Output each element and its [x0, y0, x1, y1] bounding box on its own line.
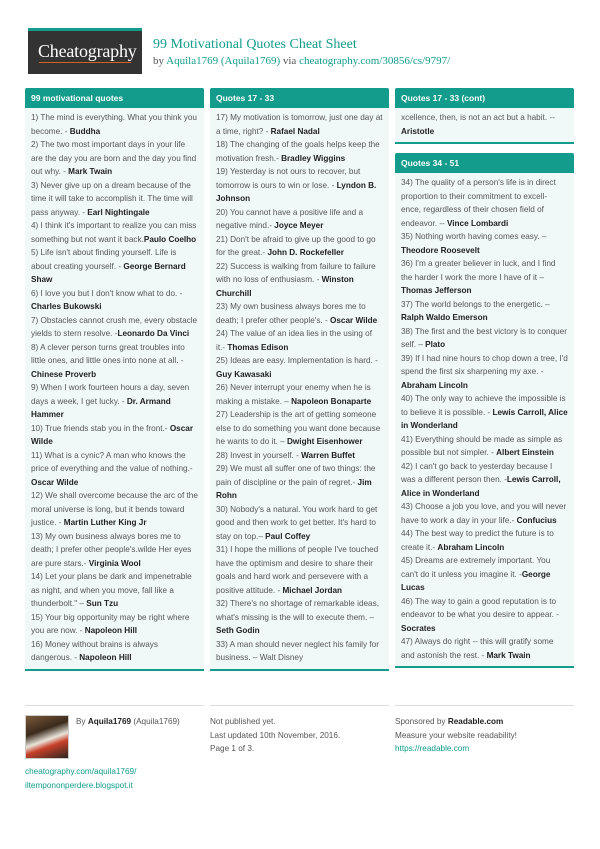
- quote-text: 18) The changing of the goals helps keep the motivation fresh.-: [216, 140, 380, 163]
- sponsor-tagline: Measure your website readability!: [395, 730, 517, 740]
- column-3: [395, 88, 574, 677]
- sponsor-name: Readable.com: [447, 717, 504, 726]
- quote-text: 30) Nobody's a natural. You work hard to get good and then work to get better. It's hard to stay on top.–: [216, 504, 378, 541]
- quote-author: Seth Godin: [216, 626, 260, 635]
- footer-sponsor: [395, 705, 574, 756]
- byline-prefix: by: [153, 55, 164, 67]
- column-2: [210, 88, 389, 680]
- quote-author: Warren Buffet: [301, 450, 355, 460]
- quote-author: Lyndon B. Johnson: [216, 180, 377, 203]
- quote-author: Leonardo Da Vinci: [117, 329, 190, 338]
- section-title: Quotes 34 - 51: [395, 153, 574, 173]
- quote-text: 6) I love you but I don't know what to do. -: [31, 288, 183, 298]
- quote-author: Lewis Carroll, Alice in Wonderland: [401, 475, 561, 498]
- quote-item: [401, 352, 568, 393]
- quote-text: 43) Choose a job you love, and you will never have to work a day in your life.-: [401, 502, 567, 525]
- quote-item: [401, 325, 568, 352]
- page-title: 99 Motivational Quotes Cheat Sheet: [153, 37, 357, 52]
- quote-text: 38) The first and the best victory is to conquer self. –: [401, 326, 567, 349]
- quote-item: [31, 530, 198, 571]
- quote-text: 23) My own business always bores me to death; I prefer other people's. -: [216, 302, 366, 325]
- section-box: [395, 88, 574, 144]
- section-box: [210, 88, 389, 671]
- logo-text: Cheatography: [38, 41, 137, 61]
- quote-text: 13) My own business always bores me to death; I prefer other people's.wilde Her eyes are pure stars.-: [31, 531, 192, 568]
- quote-item: [31, 246, 198, 287]
- quote-text: 32) There's no shortage of remarkable ideas, what's missing is the will to execute them. –: [216, 599, 379, 622]
- quote-author: Ralph Waldo Emerson: [401, 313, 488, 322]
- quote-text: 36) I'm a greater believer in luck, and I find the harder I work the more I have of it –: [401, 259, 556, 282]
- quote-author: Guy Kawasaki: [216, 369, 272, 379]
- quote-text: 21) Don't be afraid to give up the good to go for the great.-: [216, 234, 376, 257]
- section-box: [395, 153, 574, 668]
- cheatography-logo[interactable]: [28, 28, 142, 74]
- quote-author: Oscar Wilde: [31, 423, 194, 446]
- quote-text: 26) Never interrupt your enemy when he is making a mistake. –: [216, 383, 371, 406]
- quote-author: George Bernard Shaw: [31, 261, 186, 284]
- quote-item: [216, 327, 383, 354]
- last-updated: Last updated 10th November, 2016.: [210, 730, 341, 740]
- quote-item: [31, 611, 198, 638]
- quote-text: 24) The value of an idea lies in the using of it.-: [216, 329, 372, 352]
- quote-text: 42) I can't go back to yesterday because I was a different person then. -: [401, 461, 553, 484]
- quote-text: 25) Ideas are easy. Implementation is hard. -: [216, 356, 378, 365]
- author-link[interactable]: Aquila1769 (Aquila1769): [166, 55, 281, 67]
- section-body: [210, 108, 389, 669]
- author-avatar[interactable]: [25, 715, 69, 759]
- author-name[interactable]: Aquila1769: [87, 717, 132, 726]
- quote-text: 1) The mind is everything. What you think you become. -: [31, 113, 197, 136]
- quote-text: 31) I hope the millions of people I've touched have the optimism and desire to share their goals and hard work and persevere with a positive attitude. -: [216, 545, 379, 595]
- quote-author: Confucius: [516, 515, 557, 525]
- quote-text: 14) Let your plans be dark and impenetrable as night, and when you move, fall like a thunderbolt." –: [31, 572, 192, 608]
- byline: [153, 54, 450, 68]
- quote-text: 7) Obstacles cannot crush me, every obstacle yields to stern resolve. -: [31, 315, 198, 338]
- quote-item: [31, 287, 198, 314]
- quote-text: 17) My motivation is tomorrow, just one day at a time, right? -: [216, 113, 383, 136]
- quote-text: 12) We shall overcome because the arc of the moral universe is long, but it bends toward justice. -: [31, 491, 198, 527]
- quote-text: 40) The only way to achieve the impossible is to believe it is possible. -: [401, 394, 566, 417]
- section-body: [395, 173, 574, 666]
- sponsor-line: [395, 715, 574, 729]
- quote-item: [401, 230, 568, 257]
- logo-underline: [39, 62, 131, 63]
- quote-item: [401, 433, 568, 460]
- quote-item: [216, 381, 383, 408]
- quote-item: [216, 300, 383, 327]
- author-handle: (Aquila1769): [131, 717, 180, 726]
- quote-author: Martin Luther King Jr: [63, 518, 147, 527]
- quote-item: [31, 219, 198, 246]
- quote-text: 15) Your big opportunity may be right where you are now. -: [31, 612, 190, 635]
- quote-item: [31, 489, 198, 530]
- quote-text: 45) Dreams are extremely important. You can't do it unless you imagine it. -: [401, 556, 551, 579]
- section-box: [25, 88, 204, 671]
- quote-text: 10) True friends stab you in the front.-: [31, 423, 170, 433]
- quote-item: [216, 408, 383, 449]
- author-blog-link[interactable]: iltempononperdere.blogspot.it: [25, 780, 133, 790]
- title-block: [153, 37, 450, 68]
- sponsor-link[interactable]: https://readable.com: [395, 744, 470, 753]
- author-profile-link[interactable]: cheatography.com/aquila1769/: [25, 767, 137, 776]
- quote-item: [401, 500, 568, 527]
- quote-author: Vince Lombardi: [446, 218, 509, 228]
- quote-author: Sun Tzu: [86, 599, 119, 608]
- quote-item: [31, 381, 198, 422]
- quote-author: Thomas Jefferson: [401, 286, 472, 295]
- quote-author: Joyce Meyer: [274, 221, 324, 230]
- quote-text: 33) A man should never neglect his family for business. – Walt Disney: [216, 639, 379, 662]
- quote-text: 41) Everything should be made as simple as possible but not simpler. -: [401, 434, 563, 457]
- quote-text: 19) Yesterday is not ours to recover, but tomorrow is ours to win or lose. -: [216, 167, 361, 190]
- quote-text: 35) Nothing worth having comes easy. –: [401, 232, 547, 241]
- quote-author: Abraham Lincoln: [401, 380, 468, 390]
- sponsor-prefix: Sponsored by: [395, 717, 448, 726]
- quote-author: Bradley Wiggins: [281, 153, 346, 163]
- quote-item: [401, 111, 568, 138]
- quote-item: [216, 111, 383, 138]
- quote-item: [401, 176, 568, 230]
- quote-author: Socrates: [401, 623, 436, 633]
- quote-item: [31, 449, 198, 490]
- quote-item: [216, 354, 383, 381]
- quote-item: [216, 462, 383, 503]
- quote-author: Oscar Wilde: [329, 315, 378, 325]
- quote-text: 4) I think it's important to realize you can miss something but not want it back.: [31, 221, 197, 244]
- quote-author: Napoleon Hill: [84, 626, 138, 635]
- quote-item: [31, 314, 198, 341]
- quote-text: 28) Invest in yourself. -: [216, 450, 302, 460]
- quote-author: Aristotle: [401, 126, 435, 136]
- quote-author: Paul Coffey: [265, 531, 311, 541]
- quote-item: [401, 527, 568, 554]
- quote-item: [216, 543, 383, 597]
- quote-author: Charles Bukowski: [31, 302, 102, 311]
- quote-author: Theodore Roosevelt: [401, 245, 480, 255]
- quote-text: 8) A clever person turns great troubles into little ones, and little ones into none at all. -: [31, 342, 185, 365]
- author-links: [25, 759, 204, 792]
- quote-item: [401, 460, 568, 501]
- quote-author: Dr. Armand Hammer: [31, 396, 171, 419]
- section-title: Quotes 17 - 33 (cont): [395, 88, 574, 108]
- quote-item: [31, 422, 198, 449]
- quote-author: Virginia Wool: [88, 558, 141, 568]
- quote-author: Thomas Edison: [227, 342, 289, 352]
- quote-item: [31, 138, 198, 179]
- quote-item: [31, 638, 198, 665]
- section-title: Quotes 17 - 33: [210, 88, 389, 108]
- quote-author: Mark Twain: [68, 167, 113, 176]
- quote-author: Buddha: [69, 126, 101, 136]
- quote-text: xcellence, then, is not an act but a habit. --: [401, 113, 555, 122]
- quote-author: Lewis Carroll, Alice in Wonderland: [401, 407, 568, 430]
- quote-item: [31, 341, 198, 382]
- quote-item: [216, 597, 383, 638]
- quote-item: [31, 179, 198, 220]
- quote-item: [216, 138, 383, 165]
- quote-text: 27) Leadership is the art of getting someone else to do something you want done because he wants to do it. –: [216, 410, 381, 446]
- quote-author: John D. Rockefeller: [267, 248, 344, 257]
- footer-author: [25, 705, 204, 792]
- quote-text: 39) If I had nine hours to chop down a tree, I'd spend the first six sharpening my axe. -: [401, 353, 568, 376]
- quote-author: Rafael Nadal: [270, 126, 320, 136]
- byline-via: via: [282, 55, 297, 67]
- quote-item: [216, 206, 383, 233]
- quote-author: Dwight Eisenhower: [287, 437, 363, 446]
- quote-author: Chinese Proverb: [31, 369, 97, 379]
- quote-author: Albert Einstein: [496, 448, 554, 457]
- quote-author: Napoleon Hill: [79, 653, 132, 662]
- section-title: 99 motivational quotes: [25, 88, 204, 108]
- quote-text: 34) The quality of a person's life is in direct proportion to their commitment to excell- ence, regardless of their chosen field of endeavor. --: [401, 178, 556, 228]
- sheet-url-link[interactable]: cheatography.com/30856/cs/9797/: [299, 55, 451, 67]
- quote-item: [401, 554, 568, 595]
- quote-item: [31, 570, 198, 611]
- quote-text: 44) The best way to predict the future is to create it.-: [401, 529, 554, 552]
- column-1: [25, 88, 204, 680]
- quote-item: [401, 392, 568, 433]
- section-body: [395, 108, 574, 142]
- page-number: Page 1 of 3.: [210, 744, 255, 753]
- quote-item: [31, 111, 198, 138]
- quote-text: 29) We must all suffer one of two things: the pain of discipline or the pain of regret.-: [216, 464, 376, 487]
- quote-author: Earl Nightingale: [87, 207, 150, 217]
- quote-text: 11) What is a cynic? A man who knows the price of everything and the value of nothing.-: [31, 450, 193, 473]
- quote-text: 47) Always do right -- this will gratify some and astonish the rest. -: [401, 637, 554, 660]
- quote-text: 16) Money without brains is always dangerous. -: [31, 639, 158, 662]
- quote-text: 2) The two most important days in your life are the day you are born and the day you find out why. -: [31, 140, 197, 176]
- quote-item: [401, 257, 568, 298]
- quote-text: 46) The way to gain a good reputation is to endeavor to be what you desire to appear. -: [401, 596, 559, 619]
- quote-author: Napoleon Bonaparte: [291, 396, 372, 406]
- quote-author: Mark Twain: [486, 650, 531, 660]
- footer-status: [210, 705, 389, 756]
- publish-status: Not published yet.: [210, 717, 276, 726]
- quote-item: [216, 638, 383, 665]
- quote-item: [216, 503, 383, 544]
- quote-author: Winston Churchill: [216, 275, 354, 298]
- quote-text: 22) Success is walking from failure to failure with no loss of enthusiasm. -: [216, 261, 376, 284]
- quote-text: 20) You cannot have a positive life and a negative mind.-: [216, 207, 364, 230]
- quote-author: Michael Jordan: [282, 585, 343, 595]
- quote-text: 37) The world belongs to the energetic. –: [401, 299, 550, 309]
- quote-author: Abraham Lincoln: [437, 542, 505, 552]
- quote-author: Jim Rohn: [216, 477, 372, 500]
- quote-text: 5) Life isn't about finding yourself. Life is about creating yourself. -: [31, 248, 177, 271]
- quote-item: [401, 298, 568, 325]
- quote-item: [401, 635, 568, 662]
- sheet-header: [28, 28, 588, 74]
- quote-item: [216, 233, 383, 260]
- quote-item: [216, 260, 383, 301]
- quote-author: George Lucas: [401, 569, 551, 592]
- quote-author: Plato: [425, 340, 446, 349]
- quote-item: [216, 165, 383, 206]
- quote-item: [216, 449, 383, 463]
- quote-item: [401, 595, 568, 636]
- quote-author: Paulo Coelho: [143, 234, 197, 244]
- quote-text: 3) Never give up on a dream because of the time it will take to accomplish it. The time will pass anyway. -: [31, 180, 193, 217]
- section-body: [25, 108, 204, 669]
- quote-author: Oscar Wilde: [31, 477, 79, 487]
- author-prefix: By: [76, 717, 88, 726]
- quote-text: 9) When I work fourteen hours a day, seven days a week, I get lucky. -: [31, 383, 190, 406]
